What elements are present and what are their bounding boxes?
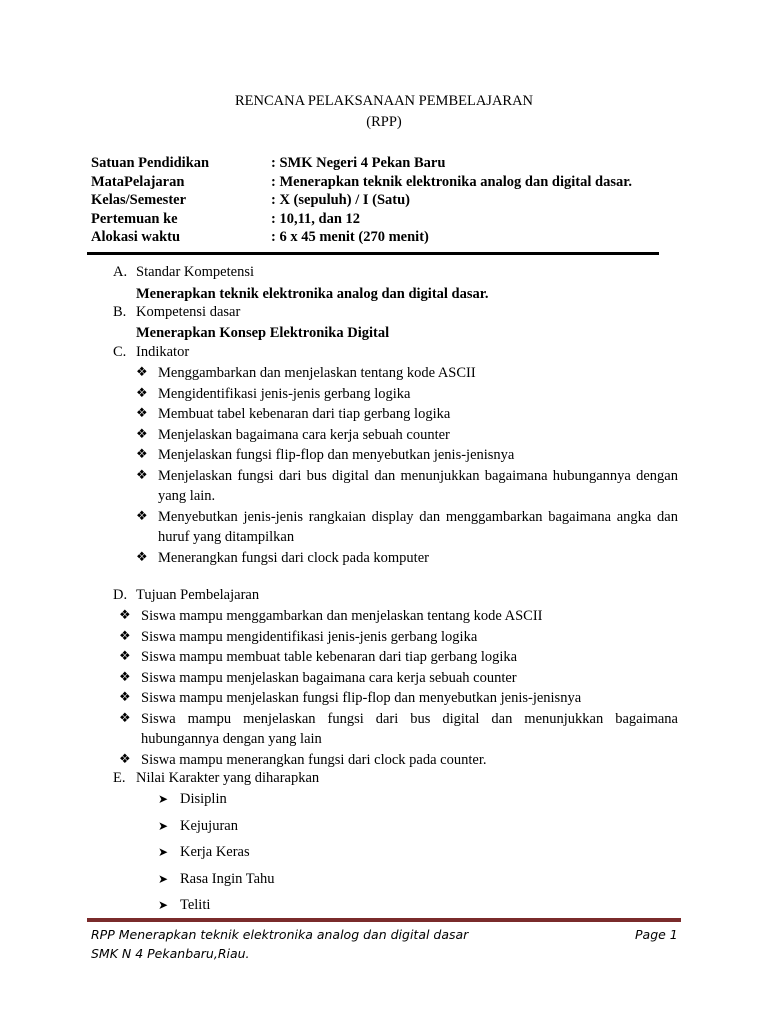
list-item: ➤ Kejujuran bbox=[158, 817, 238, 834]
list-item: ❖ Mengidentifikasi jenis-jenis gerbang logika bbox=[158, 384, 678, 405]
info-label: Alokasi waktu bbox=[91, 229, 181, 245]
diamond-bullet-icon: ❖ bbox=[136, 508, 148, 524]
diamond-bullet-icon: ❖ bbox=[136, 406, 148, 421]
info-label: Kelas/Semester bbox=[91, 192, 187, 208]
diamond-bullet-icon: ❖ bbox=[136, 365, 148, 380]
info-row bbox=[91, 210, 691, 229]
diamond-bullet-icon: ❖ bbox=[136, 385, 148, 401]
section-letter: A. bbox=[113, 264, 128, 280]
info-row bbox=[91, 173, 691, 192]
list-item: ❖ Membuat tabel kebenaran dari tiap gerbang logika bbox=[158, 404, 678, 425]
list-item: ➤ Teliti bbox=[158, 897, 211, 913]
list-item: ❖ Menjelaskan fungsi dari bus digital dan menunjukkan bagaimana hubungannya dengan yang lain. bbox=[136, 467, 678, 504]
section-a-content: Menerapkan teknik elektronika analog dan digital dasar. bbox=[136, 286, 489, 302]
footer-school: SMK N 4 Pekanbaru,Riau. bbox=[91, 946, 250, 961]
section-title: Nilai Karakter yang diharapkan bbox=[136, 770, 320, 786]
list-item: ❖ Siswa mampu membuat table kebenaran dari tiap gerbang logika bbox=[141, 647, 678, 668]
list-item: ❖ Siswa mampu menggambarkan dan menjelaskan tentang kode ASCII bbox=[141, 606, 678, 627]
list-item: ❖ Menjelaskan fungsi flip-flop dan menyebutkan jenis-jenisnya bbox=[158, 445, 678, 466]
section-letter: C. bbox=[113, 344, 127, 360]
document-title: RENCANA PELAKSANAAN PEMBELAJARAN bbox=[234, 93, 534, 109]
diamond-bullet-icon: ❖ bbox=[119, 710, 131, 726]
list-item: ❖ Siswa mampu menjelaskan bagaimana cara kerja sebuah counter bbox=[141, 668, 678, 689]
diamond-bullet-icon: ❖ bbox=[119, 669, 131, 685]
document-subtitle: (RPP) bbox=[366, 114, 402, 130]
info-value: : X (sepuluh) / I (Satu) bbox=[271, 192, 410, 208]
arrowhead-bullet-icon: ➤ bbox=[158, 845, 169, 859]
tujuan-list bbox=[119, 606, 678, 770]
header-divider bbox=[87, 252, 659, 255]
section-e-heading bbox=[113, 770, 319, 787]
diamond-bullet-icon: ❖ bbox=[136, 426, 148, 442]
section-title: Kompetensi dasar bbox=[136, 304, 241, 320]
footer-page-number: Page 1 bbox=[635, 927, 678, 942]
section-a-heading bbox=[113, 264, 254, 281]
list-item: ❖ Siswa mampu menerangkan fungsi dari clock pada counter. bbox=[141, 750, 678, 771]
indikator-list bbox=[136, 363, 678, 568]
list-item: ❖ Menggambarkan dan menjelaskan tentang kode ASCII bbox=[158, 363, 678, 384]
diamond-bullet-icon: ❖ bbox=[119, 751, 131, 767]
section-title: Standar Kompetensi bbox=[136, 264, 254, 280]
list-item: ❖ Menyebutkan jenis-jenis rangkaian display dan menggambarkan bagaimana angka dan huruf yang ditampilkan bbox=[136, 508, 678, 545]
diamond-bullet-icon: ❖ bbox=[119, 649, 131, 664]
list-item: ❖ Siswa mampu menjelaskan fungsi dari bus digital dan menunjukkan bagaimana hubungannya dengan yang lain bbox=[119, 710, 678, 747]
section-title: Tujuan Pembelajaran bbox=[136, 587, 260, 603]
nilai-karakter-list bbox=[158, 789, 275, 922]
section-b-content: Menerapkan Konsep Elektronika Digital bbox=[136, 325, 390, 341]
diamond-bullet-icon: ❖ bbox=[119, 690, 131, 705]
info-label: MataPelajaran bbox=[91, 173, 185, 190]
info-label: Pertemuan ke bbox=[91, 210, 178, 227]
info-label: Satuan Pendidikan bbox=[91, 155, 210, 171]
footer-course-title: RPP Menerapkan teknik elektronika analog dan digital dasar bbox=[91, 927, 469, 942]
list-item: ❖ Siswa mampu menjelaskan fungsi flip-flop dan menyebutkan jenis-jenisnya bbox=[141, 688, 678, 709]
section-b-heading bbox=[113, 304, 240, 321]
info-value: : 6 x 45 menit (270 menit) bbox=[271, 229, 429, 245]
arrowhead-bullet-icon: ➤ bbox=[158, 898, 169, 912]
section-d-heading bbox=[113, 587, 259, 604]
list-item: ❖ Siswa mampu mengidentifikasi jenis-jenis gerbang logika bbox=[141, 627, 678, 648]
info-row bbox=[91, 191, 691, 210]
section-title: Indikator bbox=[136, 344, 190, 360]
diamond-bullet-icon: ❖ bbox=[136, 467, 148, 483]
info-block bbox=[91, 154, 691, 247]
list-item: ➤ Disiplin bbox=[158, 791, 227, 807]
list-item: ❖ Menjelaskan bagaimana cara kerja sebuah counter bbox=[158, 425, 678, 446]
info-value: : Menerapkan teknik elektronika analog dan digital dasar. bbox=[271, 173, 632, 190]
info-value: : SMK Negeri 4 Pekan Baru bbox=[271, 155, 446, 171]
diamond-bullet-icon: ❖ bbox=[119, 608, 131, 623]
arrowhead-bullet-icon: ➤ bbox=[158, 792, 169, 806]
diamond-bullet-icon: ❖ bbox=[136, 549, 148, 565]
arrowhead-bullet-icon: ➤ bbox=[158, 818, 169, 833]
list-item: ➤ Rasa Ingin Tahu bbox=[158, 870, 275, 887]
info-value: : 10,11, dan 12 bbox=[271, 210, 361, 227]
diamond-bullet-icon: ❖ bbox=[119, 628, 131, 644]
section-letter: D. bbox=[113, 587, 128, 603]
arrowhead-bullet-icon: ➤ bbox=[158, 871, 169, 886]
info-row bbox=[91, 228, 691, 247]
info-row bbox=[91, 154, 691, 173]
list-item: ➤ Kerja Keras bbox=[158, 844, 250, 860]
section-letter: B. bbox=[113, 304, 127, 320]
section-c-heading bbox=[113, 344, 189, 361]
diamond-bullet-icon: ❖ bbox=[136, 447, 148, 462]
footer-divider bbox=[87, 918, 681, 922]
section-letter: E. bbox=[113, 770, 126, 786]
list-item: ❖ Menerangkan fungsi dari clock pada komputer bbox=[158, 548, 678, 569]
